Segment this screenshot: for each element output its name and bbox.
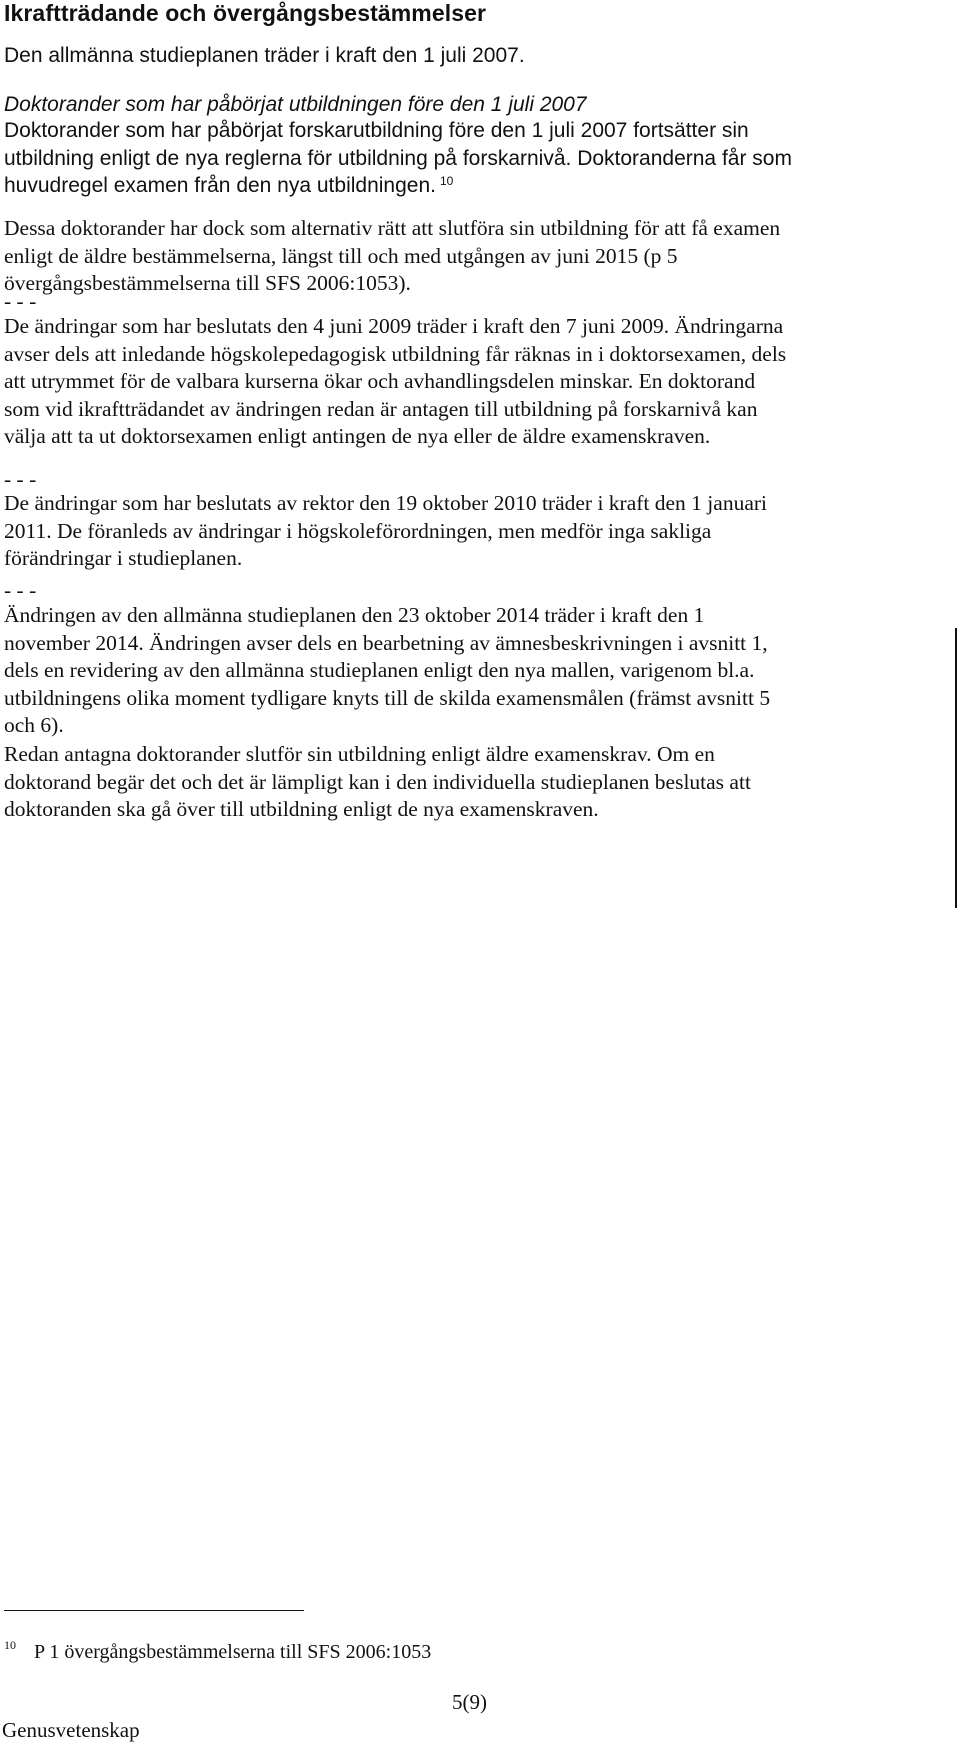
text-line: utbildning enligt de nya reglerna för utbildning på forskarnivå. Doktoranderna får som — [4, 146, 792, 170]
text-line: välja att ta ut doktorsexamen enligt antingen de nya eller de äldre examenskraven. — [4, 424, 711, 448]
footnote — [4, 1638, 432, 1664]
text-line: De ändringar som har beslutats den 4 juni 2009 träder i kraft den 7 juni 2009. Ändringarna — [4, 314, 784, 338]
footnote-number: 10 — [4, 1638, 16, 1652]
footnote-text: P 1 övergångsbestämmelserna till SFS 2006:1053 — [34, 1641, 432, 1663]
text-line: förändringar i studieplanen. — [4, 546, 243, 570]
text-line: som vid ikraftträdandet av ändringen redan är antagen till utbildning på forskarnivå kan — [4, 396, 758, 421]
paragraph-2014 — [4, 602, 924, 740]
page-number: 5(9) — [452, 1690, 487, 1714]
text-line: att utrymmet för de valbara kurserna ökar och avhandlingsdelen minskar. En doktorand — [4, 369, 756, 393]
paragraph-2010 — [4, 490, 924, 573]
text-line: Doktorander som har påbörjat forskarutbildning före den 1 juli 2007 fortsätter sin — [4, 119, 749, 142]
subheading-italic: Doktorander som har påbörjat utbildningen före den 1 juli 2007 — [4, 93, 587, 116]
text-line: Dessa doktorander har dock som alternativ rätt att slutföra sin utbildning för att få examen — [4, 216, 781, 240]
text-line: doktoranden ska gå över till utbildning enligt de nya examenskraven. — [4, 797, 599, 821]
intro-paragraph: Den allmänna studieplanen träder i kraft den 1 juli 2007. — [4, 44, 525, 67]
text-line: övergångsbestämmelserna till SFS 2006:1053). — [4, 271, 411, 295]
text-line: enligt de äldre bestämmelserna, längst till och med utgången av juni 2015 (p 5 — [4, 243, 678, 268]
footnote-reference: 10 — [439, 174, 454, 188]
text-line: Ändringen av den allmänna studieplanen den 23 oktober 2014 träder i kraft den 1 — [4, 603, 705, 627]
text-line: 2011. De föranleds av ändringar i högskoleförordningen, men medför inga sakliga — [4, 518, 712, 543]
text-line: dels en revidering av den allmänna studieplanen enligt den nya mallen, varigenom bl.a. — [4, 658, 755, 682]
paragraph-2009 — [4, 313, 924, 451]
text-line: utbildningens olika moment tydligare knyts till de skilda examensmålen (främst avsnitt 5 — [4, 685, 771, 710]
text-line: november 2014. Ändringen avser dels en bearbetning av ämnesbeskrivningen i avsnitt 1, — [4, 630, 768, 655]
text-segment: huvudregel examen från den nya utbildningen. — [4, 174, 436, 197]
separator: - - - — [4, 467, 37, 491]
text-line: doktorand begär det och det är lämpligt kan i den individuella studieplanen beslutas att — [4, 769, 751, 794]
revision-change-bar — [955, 628, 957, 908]
text-line: De ändringar som har beslutats av rektor den 19 oktober 2010 träder i kraft den 1 januari — [4, 491, 767, 515]
paragraph-redan — [4, 741, 924, 824]
text-line — [4, 172, 924, 200]
section-heading: Ikraftträdande och övergångsbestämmelser — [4, 0, 487, 26]
footnote-divider — [4, 1610, 304, 1611]
text-line: och 6). — [4, 713, 64, 737]
text-line: Redan antagna doktorander slutför sin utbildning enligt äldre examenskrav. Om en — [4, 742, 715, 766]
paragraph-doktorander — [4, 117, 924, 200]
paragraph-dessa — [4, 215, 924, 298]
footer-label: Genusvetenskap — [2, 1718, 140, 1742]
separator: - - - — [4, 578, 37, 602]
text-line: avser dels att inledande högskolepedagogisk utbildning får räknas in i doktorsexamen, dels — [4, 341, 787, 366]
separator: - - - — [4, 289, 37, 313]
